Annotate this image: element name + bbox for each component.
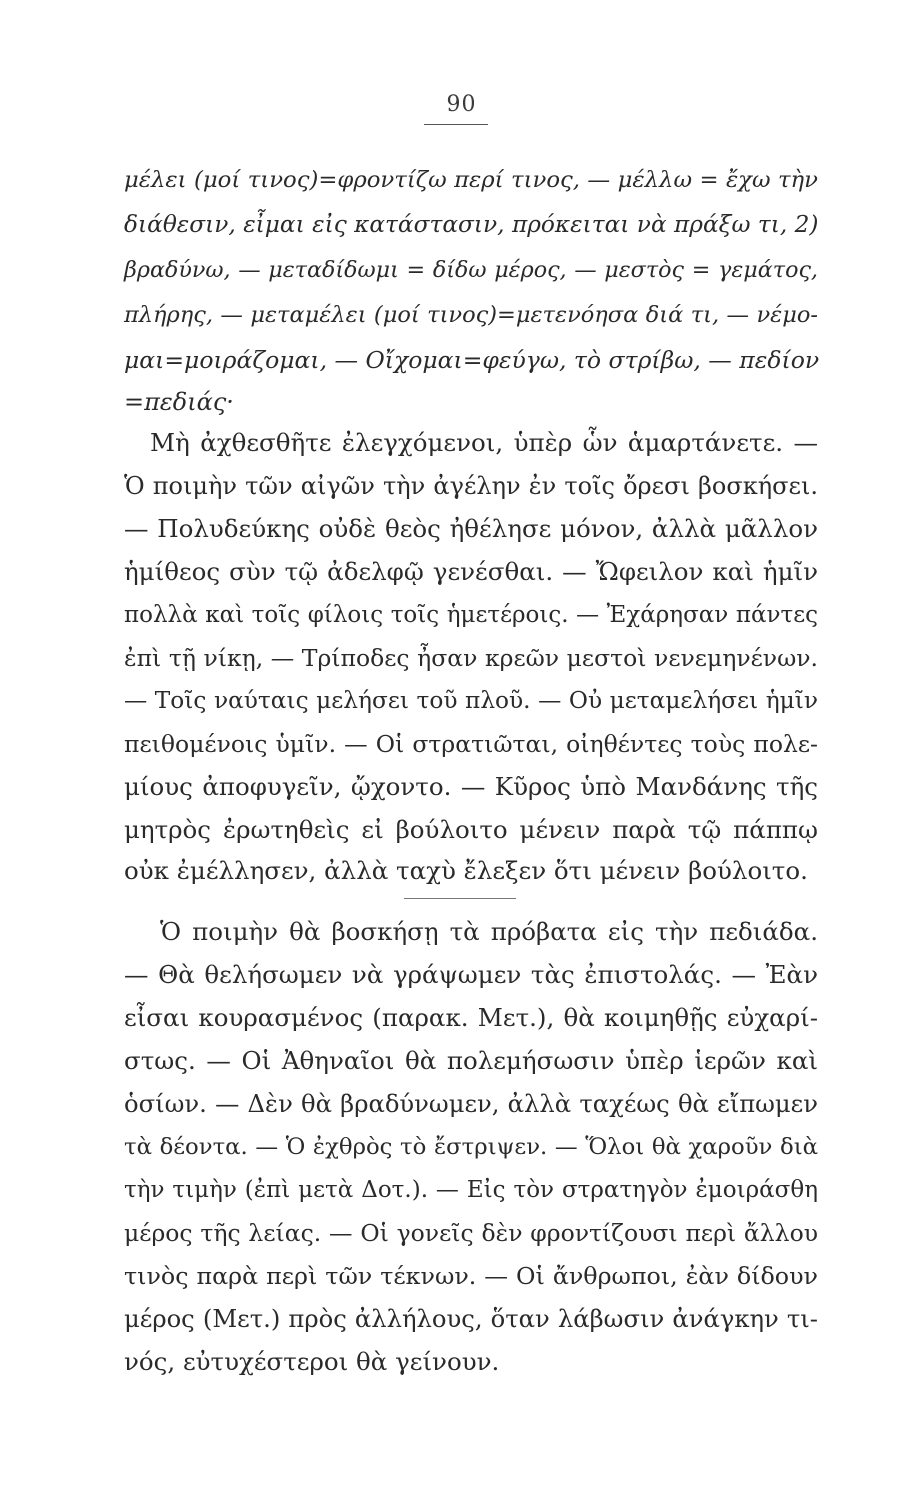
exercise-line: Μὴ ἀχθεσθῆτε ἐλεγχόμενοι, ὑπὲρ ὧν ἁμαρτάνετε. — — [150, 428, 818, 457]
exercise-line: μητρὸς ἐρωτηθεὶς εἰ βούλοιτο μένειν παρὰ τῷ πάππῳ — [124, 815, 818, 844]
exercise-line: — Θὰ θελήσωμεν νὰ γράψωμεν τὰς ἐπιστολάς. — Ἐὰν — [124, 960, 818, 989]
exercise-line: — Πολυδεύκης οὐδὲ θεὸς ἠθέλησε μόνον, ἀλλὰ μᾶλλον — [124, 514, 818, 543]
exercise-line: τὴν τιμὴν (ἐπὶ μετὰ Δοτ.). — Εἰς τὸν στρατηγὸν ἐμοιράσθη — [124, 1177, 818, 1203]
exercise-line: πειθομένοις ὑμῖν. — Οἱ στρατιῶται, οἰηθέντες τοὺς πολε- — [124, 730, 818, 758]
exercise-line: οὐκ ἐμέλλησεν, ἀλλὰ ταχὺ ἔλεξεν ὅτι μένειν βούλοιτο. — [124, 856, 808, 885]
exercise-line: τινὸς παρὰ περὶ τῶν τέκνων. — Οἱ ἄνθρωποι, ἐὰν δίδουν — [124, 1262, 818, 1290]
page-number-underline — [424, 124, 488, 125]
glossary-line: πλήρης, — μεταμέλει (μοί τινος)=μετενόησα διά τι, — νέμο- — [124, 302, 818, 328]
exercise-line: στως. — Οἱ Ἀθηναῖοι θὰ πολεμήσωσιν ὑπὲρ ἱερῶν καὶ — [124, 1046, 818, 1075]
glossary-line: μαι=μοιράζομαι, — Οἴχομαι=φεύγω, τὸ στρίβω, — πεδίον — [124, 346, 820, 374]
exercise-line: μέρος τῆς λείας. — Οἱ γονεῖς δὲν φροντίζουσι περὶ ἄλλου — [124, 1219, 818, 1247]
exercise-line: — Τοῖς ναύταις μελήσει τοῦ πλοῦ. — Οὐ μεταμελήσει ἡμῖν — [124, 687, 818, 714]
glossary-line: =πεδιάς· — [124, 388, 234, 416]
glossary-line: διάθεσιν, εἶμαι εἰς κατάστασιν, πρόκειται νὰ πράξω τι, 2) — [124, 211, 819, 238]
exercise-line: μίους ἀποφυγεῖν, ᾤχοντο. — Κῦρος ὑπὸ Μανδάνης τῆς — [124, 772, 818, 801]
exercise-line: ὁσίων. — Δὲν θὰ βραδύνωμεν, ἀλλὰ ταχέως θὰ εἴπωμεν — [124, 1089, 818, 1118]
exercise-line: Ὁ ποιμὴν τῶν αἰγῶν τὴν ἀγέλην ἐν τοῖς ὄρεσι βοσκήσει. — [124, 472, 818, 500]
exercise-line: Ὁ ποιμὴν θὰ βοσκήσῃ τὰ πρόβατα εἰς τὴν πεδιάδα. — [160, 917, 818, 946]
exercise-line: εἶσαι κουρασμένος (παρακ. Μετ.), θὰ κοιμηθῇς εὐχαρί- — [124, 1003, 818, 1032]
exercise-line: πολλὰ καὶ τοῖς φίλοις τοῖς ἡμετέροις. — Ἐχάρησαν πάντες — [124, 602, 818, 628]
exercise-line: μέρος (Μετ.) πρὸς ἀλλήλους, ὅταν λάβωσιν ἀνάγκην τι- — [124, 1304, 818, 1333]
page-number: 90 — [446, 92, 477, 117]
exercise-line: νός, εὐτυχέστεροι θὰ γείνουν. — [124, 1347, 500, 1376]
exercise-line: τὰ δέοντα. — Ὁ ἐχθρὸς τὸ ἔστριψεν. — Ὅλοι θὰ χαροῦν διὰ — [124, 1134, 818, 1160]
glossary-line: βραδύνω, — μεταδίδωμι = δίδω μέρος, — μεστὸς = γεμάτος, — [124, 257, 818, 283]
exercise-line: ἡμίθεος σὺν τῷ ἀδελφῷ γενέσθαι. — Ὤφειλον καὶ ἡμῖν — [124, 557, 818, 586]
glossary-line: μέλει (μοί τινος)=φροντίζω περί τινος, — μέλλω = ἔχω τὴν — [124, 167, 818, 193]
section-divider — [404, 898, 516, 899]
exercise-line: ἐπὶ τῇ νίκῃ, — Τρίποδες ἦσαν κρεῶν μεστοὶ νενεμηνένων. — [124, 644, 818, 672]
